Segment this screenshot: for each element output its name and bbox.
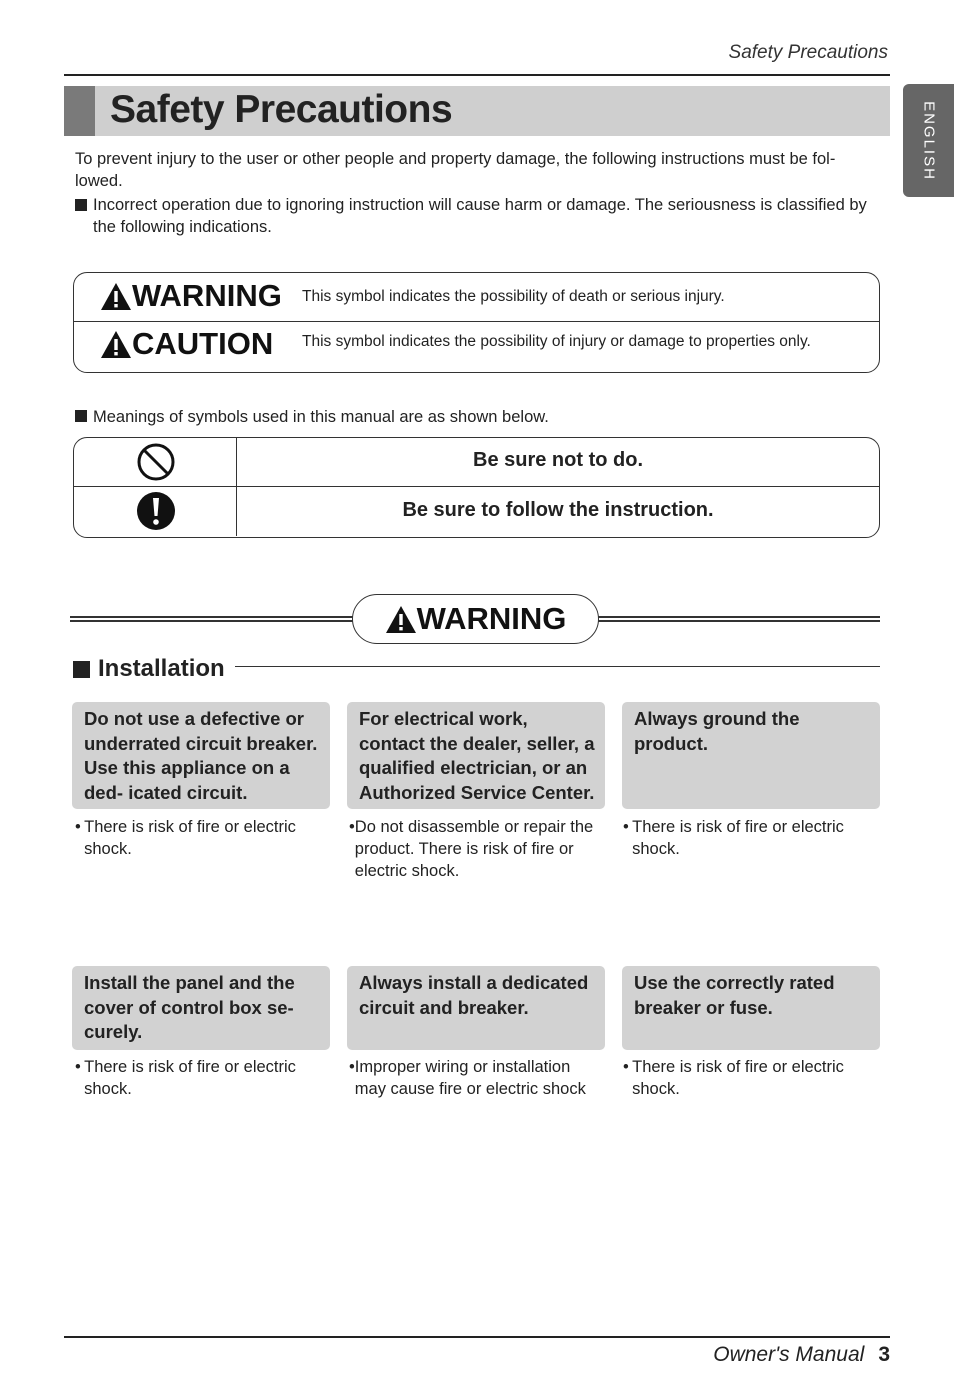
warning-label-text: WARNING [132,278,282,313]
language-tab-label: ENGLISH [920,100,937,181]
warning-description: This symbol indicates the possibility of death or serious injury. [302,288,725,305]
warning-banner-label [385,601,567,637]
section-rule [235,666,880,667]
intro-paragraph-text: To prevent injury to the user or other people and property damage, the following instructions must be fol- lowed. [75,150,836,190]
instruction-card: Do not use a defective or underrated circuit breaker. Use this appliance on a ded- icated circuit. [72,702,330,809]
symbols-intro [75,408,549,427]
signal-row-caution [74,322,879,371]
warning-label [100,278,282,314]
footer-manual-label: Owner's Manual [713,1343,865,1366]
footer [713,1343,890,1367]
instruction-note [75,816,325,860]
running-header: Safety Precautions [728,42,888,63]
warning-banner-text: WARNING [416,601,567,636]
bottom-rule [64,1336,890,1338]
prohibition-icon [136,442,176,482]
instruction-note-text: There is risk of fire or electric shock. [84,818,296,858]
signal-word-table [73,272,880,373]
language-tab [903,84,954,197]
square-bullet-icon [75,199,87,211]
warning-triangle-icon [385,605,417,634]
caution-label [100,326,273,362]
caution-description: This symbol indicates the possibility of injury or damage to properties only. [302,333,811,350]
caution-triangle-icon [100,330,132,359]
instruction-card: Use the correctly rated breaker or fuse. [622,966,880,1050]
instruction-note [623,1056,873,1100]
instruction-note [75,1056,325,1100]
symbol-prohibition-text: Be sure not to do. [473,449,643,471]
instruction-note-text: Improper wiring or installation may cause fire or electric shock [354,1058,586,1098]
square-bullet-icon [75,410,87,422]
instruction-card: Always ground the product. [622,702,880,809]
symbol-mandatory-text: Be sure to follow the instruction. [402,499,714,521]
instruction-note-text: There is risk of fire or electric shock. [632,1058,844,1098]
instruction-note-text: There is risk of fire or electric shock. [84,1058,296,1098]
page-number: 3 [878,1343,890,1366]
caution-label-text: CAUTION [132,326,274,361]
bullet-dot: • [349,1058,355,1076]
top-rule [64,74,890,76]
bullet-dot: • [75,1058,81,1076]
instruction-note-text: Do not disassemble or repair the product. There is risk of fire or electric shock. [354,818,594,880]
intro-paragraph [75,148,875,192]
bullet-dot: • [623,1058,629,1076]
instruction-card: For electrical work, contact the dealer, seller, a qualified electrician, or an Authorized Service Center. [347,702,605,809]
signal-divider [73,321,880,322]
mandatory-action-icon [136,491,176,531]
installation-heading [73,655,225,683]
installation-heading-text: Installation [98,655,225,682]
warning-triangle-icon [100,282,132,311]
instruction-note [349,816,601,882]
section-square-icon [73,661,90,678]
symbols-intro-text: Meanings of symbols used in this manual are as shown below. [93,408,549,426]
instruction-card: Always install a dedicated circuit and breaker. [347,966,605,1050]
intro-bullet-text: Incorrect operation due to ignoring instruction will cause harm or damage. The seriousness is classified by the following indications. [93,196,867,236]
instruction-note [349,1056,605,1100]
intro-bullet [75,194,875,238]
bullet-dot: • [75,818,81,836]
instruction-note [623,816,873,860]
instruction-card: Install the panel and the cover of control box se- curely. [72,966,330,1050]
title-accent [64,86,95,136]
bullet-dot: • [623,818,629,836]
bullet-dot: • [349,818,355,836]
signal-row-warning [74,273,879,322]
instruction-note-text: There is risk of fire or electric shock. [632,818,844,858]
page-title: Safety Precautions [110,88,453,131]
warning-banner [352,594,599,644]
symbols-row-divider [74,486,879,487]
